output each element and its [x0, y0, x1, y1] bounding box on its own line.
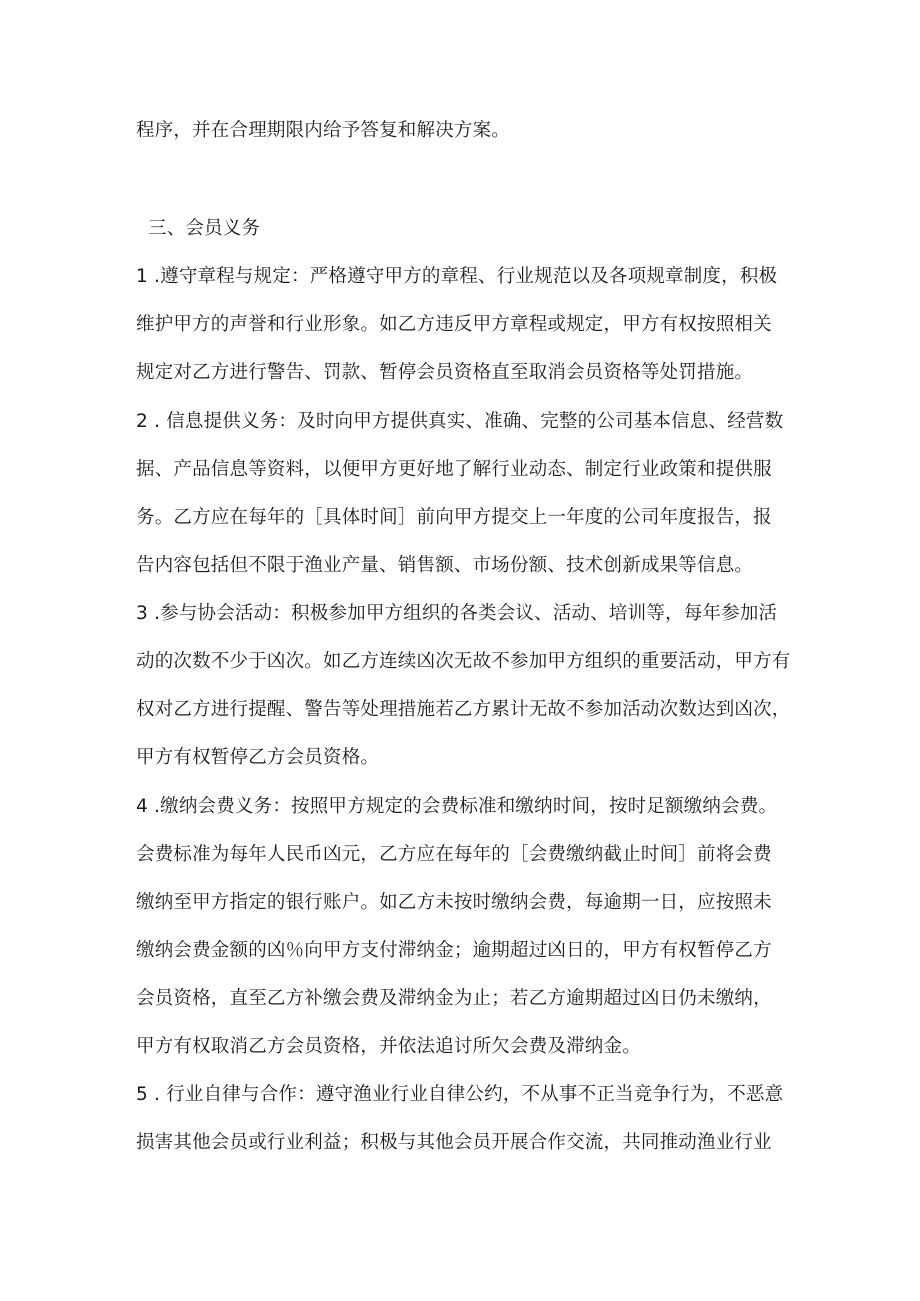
paragraph-line: 2 . 信息提供义务：及时向甲方提供真实、准确、完整的公司基本信息、经营数 [136, 411, 784, 432]
paragraph-line: 权对乙方进行提醒、警告等处理措施若乙方累计无故不参加活动次数达到凶次， [136, 699, 791, 720]
paragraph-line: 动的次数不少于凶次。如乙方连续凶次无故不参加甲方组织的重要活动，甲方有 [136, 651, 791, 672]
paragraph-line: 会费标准为每年人民币凶元，乙方应在每年的［会费缴纳截止时间］前将会费 [136, 844, 772, 865]
paragraph-line: 甲方有权暂停乙方会员资格。 [136, 747, 380, 768]
paragraph-line: 据、产品信息等资料，以便甲方更好地了解行业动态、制定行业政策和提供服 [136, 459, 772, 480]
paragraph-line: 缴纳至甲方指定的银行账户。如乙方未按时缴纳会费，每逾期一日，应按照未 [136, 892, 772, 913]
paragraph-line: 4 .缴纳会费义务：按照甲方规定的会费标准和缴纳时间，按时足额缴纳会费。 [136, 796, 778, 817]
paragraph-line: 维护甲方的声誉和行业形象。如乙方违反甲方章程或规定，甲方有权按照相关 [136, 314, 772, 335]
paragraph-line: 缴纳会费金额的凶％向甲方支付滞纳金；逾期超过凶日的，甲方有权暂停乙方 [136, 940, 772, 961]
paragraph-line: 规定对乙方进行警告、罚款、暂停会员资格直至取消会员资格等处罚措施。 [136, 362, 754, 383]
paragraph-line: 1 .遵守章程与规定：严格遵守甲方的章程、行业规范以及各项规章制度，积极 [136, 266, 778, 287]
paragraph-line: 3 .参与协会活动：积极参加甲方组织的各类会议、活动、培训等，每年参加活 [136, 603, 778, 624]
paragraph-line: 会员资格，直至乙方补缴会费及滞纳金为止；若乙方逾期超过凶日仍未缴纳， [136, 988, 772, 1009]
paragraph-line: 务。乙方应在每年的［具体时间］前向甲方提交上一年度的公司年度报告，报 [136, 507, 772, 528]
paragraph-line: 5 . 行业自律与合作：遵守渔业行业自律公约，不从事不正当竞争行为，不恶意 [136, 1084, 784, 1105]
paragraph-line: 告内容包括但不限于渔业产量、销售额、市场份额、技术创新成果等信息。 [136, 555, 754, 576]
paragraph-line: 程序，并在合理期限内给予答复和解决方案。 [136, 120, 511, 141]
paragraph-line: 甲方有权取消乙方会员资格，并依法追讨所欠会费及滞纳金。 [136, 1036, 641, 1057]
section-heading: 三、会员义务 [148, 218, 261, 239]
paragraph-line: 损害其他会员或行业利益；积极与其他会员开展合作交流，共同推动渔业行业 [136, 1132, 772, 1153]
